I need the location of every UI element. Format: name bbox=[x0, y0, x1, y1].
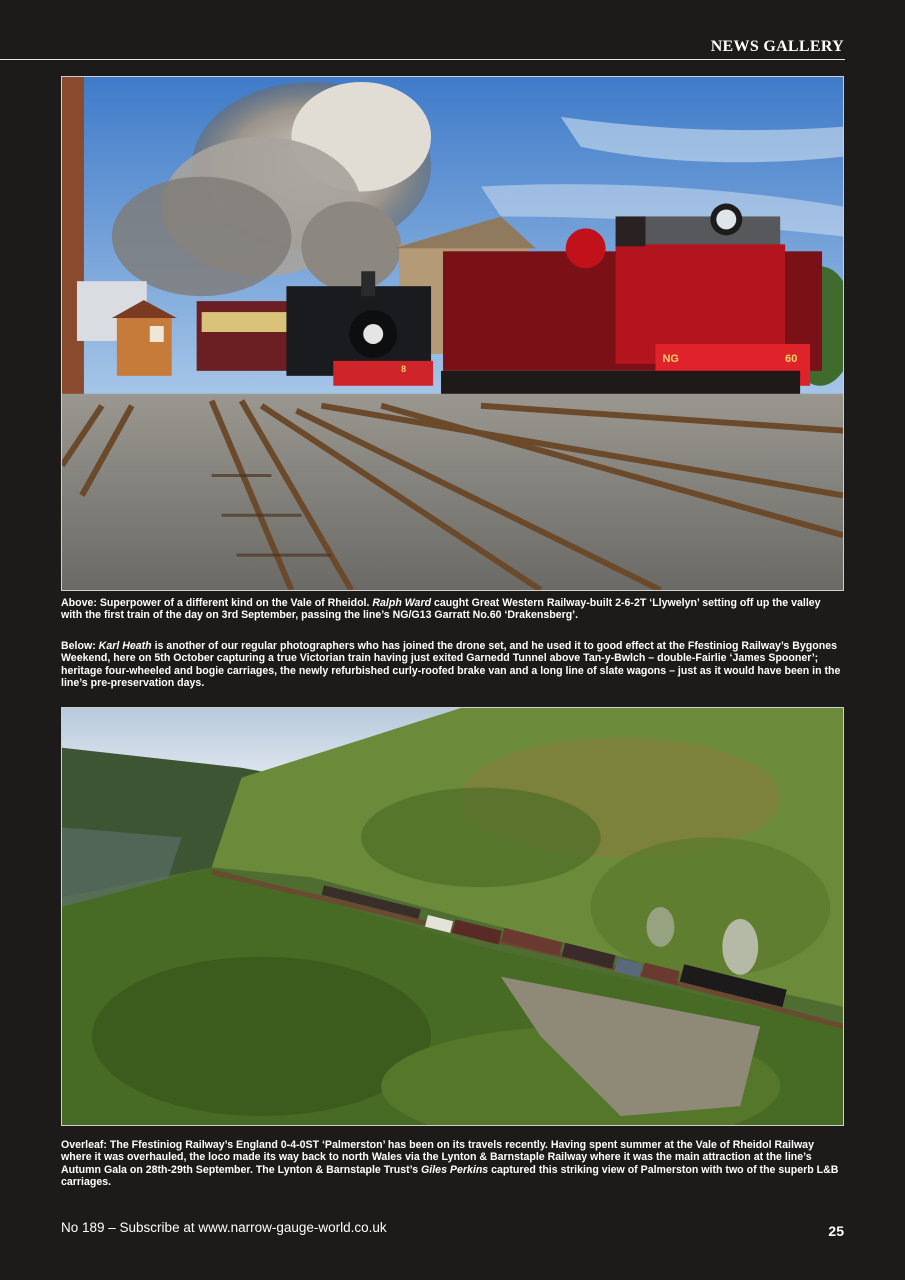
loco-number-right: 60 bbox=[785, 352, 798, 365]
caption-bottom-suffix: captured this striking view of Palmerston with two of the superb L&B carriages. bbox=[61, 1163, 839, 1189]
footer-subscribe-text: No 189 – Subscribe at www.narrow-gauge-world.co.uk bbox=[61, 1220, 387, 1235]
caption-middle-prefix: Below: bbox=[61, 640, 99, 652]
caption-bottom bbox=[61, 1139, 844, 1189]
caption-bottom-credit: Giles Perkins bbox=[421, 1163, 489, 1176]
loco-number-left: 8 bbox=[401, 363, 407, 374]
page-number: 25 bbox=[828, 1223, 844, 1239]
aerial-train-photo bbox=[62, 708, 843, 1125]
section-title: NEWS GALLERY bbox=[710, 38, 844, 55]
loco-letters-right: NG bbox=[662, 352, 679, 365]
caption-top-text-a: Above: Superpower of a different kind on the Vale of Rheidol. bbox=[61, 597, 373, 609]
caption-middle-text: is another of our regular photographers who has joined the drone set, and he used it to good effect at the Ffestiniog Railway’s Bygones Weekend, here on 5th October capturing a true Victorian train having just exited Garnedd Tunnel above Tan-y-Bwlch – double-Fairlie ‘James Spooner’; heritage four-wheeled and bogie carriages, the newly refurbished curly-roofed brake van and a long line of slate wagons – just as it would have been in the line’s pre-preservation days. bbox=[61, 640, 841, 690]
caption-middle-credit: Karl Heath bbox=[98, 640, 152, 652]
photo-top bbox=[61, 76, 844, 591]
caption-bottom-text: Overleaf: The Ffestiniog Railway’s England 0-4-0ST ‘Palmerston’ has been on its travels recently. Having spent summer at the Vale of Rheidol Railway where it was overhauled, the loco made its way back to north Wales via the Lynton & Barnstaple Railway where it was the main attraction at the line’s Autumn Gala on 28th-29th September. The Lynton & Barnstaple Trust’s bbox=[61, 1139, 814, 1176]
caption-top bbox=[61, 597, 844, 622]
steam-locomotives-photo bbox=[62, 77, 843, 590]
caption-top-text-b: caught Great Western Railway-built 2-6-2T ‘Llywelyn’ setting off up the valley with the first train of the day on 3rd September, passing the line’s NG/G13 Garratt No.60 ‘Drakensberg’. bbox=[61, 597, 821, 622]
caption-middle bbox=[61, 640, 844, 690]
photo-bottom bbox=[61, 707, 844, 1126]
header-rule bbox=[0, 59, 845, 60]
caption-top-credit: Ralph Ward bbox=[372, 597, 432, 609]
